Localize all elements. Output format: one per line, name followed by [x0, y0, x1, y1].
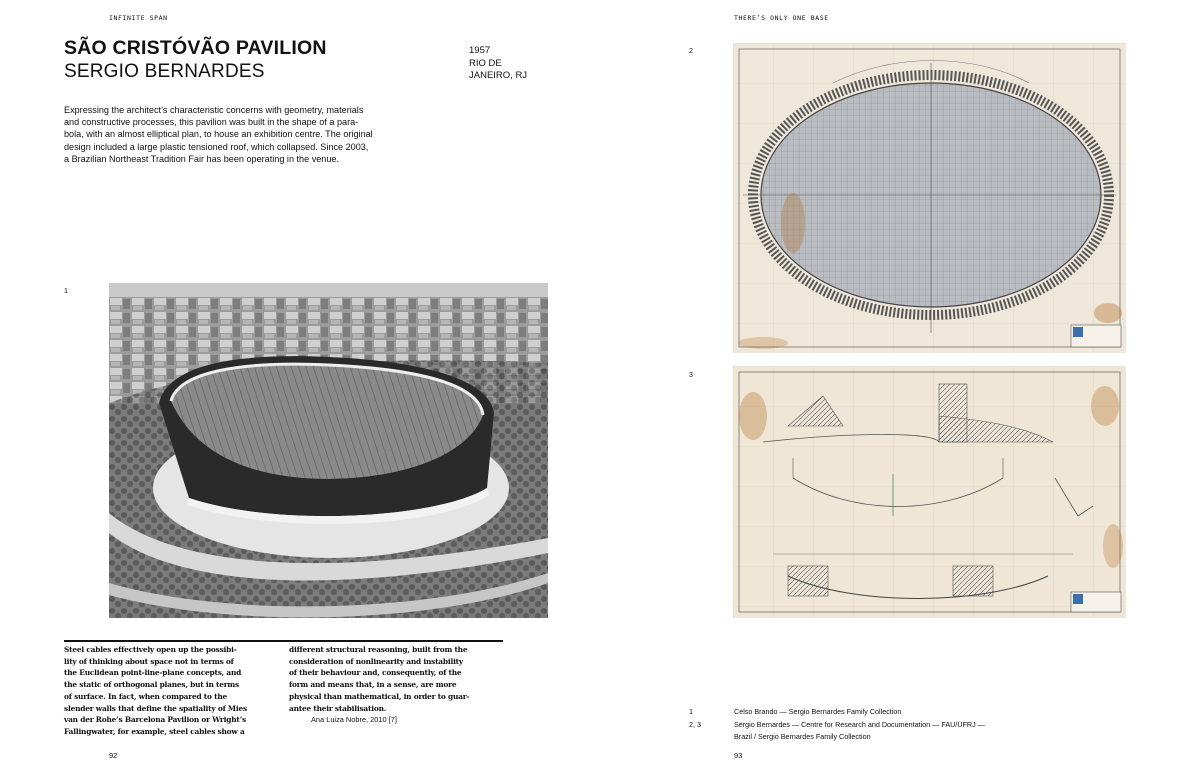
floor-plan-drawing — [733, 43, 1126, 353]
credits-texts — [734, 706, 1064, 744]
intro-line: and constructive processes, this pavilion was built in the shape of a para- — [64, 117, 359, 128]
credit-number: 1 — [689, 707, 693, 716]
project-location-line2: JANEIRO, RJ — [469, 70, 528, 81]
project-location-line1: RIO DE — [469, 57, 502, 69]
figure-3-number: 3 — [689, 372, 693, 379]
quote-line: of their behaviour and, consequently, of the — [289, 668, 462, 678]
credit-text: Brazil / Sergio Bernardes Family Collection — [734, 732, 871, 741]
section-drawing — [733, 366, 1126, 618]
project-year: 1957 — [469, 45, 491, 56]
quote-column-left — [64, 644, 282, 738]
credit-number — [689, 731, 729, 744]
quote-line: van der Rohe’s Barcelona Pavilion or Wright’s — [64, 715, 246, 725]
intro-paragraph — [64, 104, 416, 165]
intro-line: a Brazilian Northeast Tradition Fair has been operating in the venue. — [64, 153, 339, 164]
credits-numbers — [689, 706, 729, 744]
pavilion-aerial-photo — [109, 283, 548, 618]
intro-line: bola, with an almost elliptical plan, to house an exhibition centre. The original — [64, 129, 373, 140]
figure-2-number: 2 — [689, 48, 693, 55]
architect-name: SERGIO BERNARDES — [64, 61, 265, 82]
quote-line: different structural reasoning, built from the — [289, 645, 468, 654]
quote-column-right — [289, 644, 503, 726]
credit-text: Celso Brando — Sergio Bernardes Family Collection — [734, 707, 902, 716]
intro-line: design included a large plastic tensioned roof, which collapsed. Since 2003, — [64, 141, 369, 152]
running-head-left: INFINITE SPAN — [109, 14, 168, 22]
intro-line: Expressing the architect’s characteristic concerns with geometry, materials — [64, 105, 364, 115]
credit-text: Sergio Bernardes — Centre for Research and Documentation — FAU/UFRJ — — [734, 719, 985, 729]
quote-line: lity of thinking about space not in terms of — [64, 656, 234, 666]
figure-1-number: 1 — [64, 288, 68, 295]
quote-top-rule — [64, 640, 503, 642]
credit-number: 2, 3 — [689, 719, 701, 729]
quote-line: antee their stabilisation. — [289, 703, 387, 713]
quote-line: slender walls that define the spatiality of Mies — [64, 703, 247, 713]
quote-line: the static of orthogonal planes, but in terms — [64, 680, 240, 690]
quote-line: consideration of nonlinearity and instability — [289, 656, 463, 666]
page-title: SÃO CRISTÓVÃO PAVILION — [64, 37, 327, 59]
page-number-left: 92 — [109, 751, 118, 760]
project-meta — [469, 45, 539, 83]
running-head-right: THERE’S ONLY ONE BASE — [734, 14, 829, 22]
quote-line: Steel cables effectively open up the possibi- — [64, 645, 237, 654]
quote-line: the Euclidean point-line-plane concepts, and — [64, 668, 242, 678]
quote-attribution: Ana Luiza Nobre, 2010 [7] — [311, 715, 397, 725]
quote-line: of surface. In fact, when compared to the — [64, 691, 227, 701]
quote-line: Fallingwater, for example, steel cables show a — [64, 726, 245, 736]
quote-line: physical than mathematical, in order to guar- — [289, 691, 470, 701]
page-number-right: 93 — [734, 751, 743, 760]
quote-line: form and means that, in a sense, are more — [289, 680, 457, 690]
